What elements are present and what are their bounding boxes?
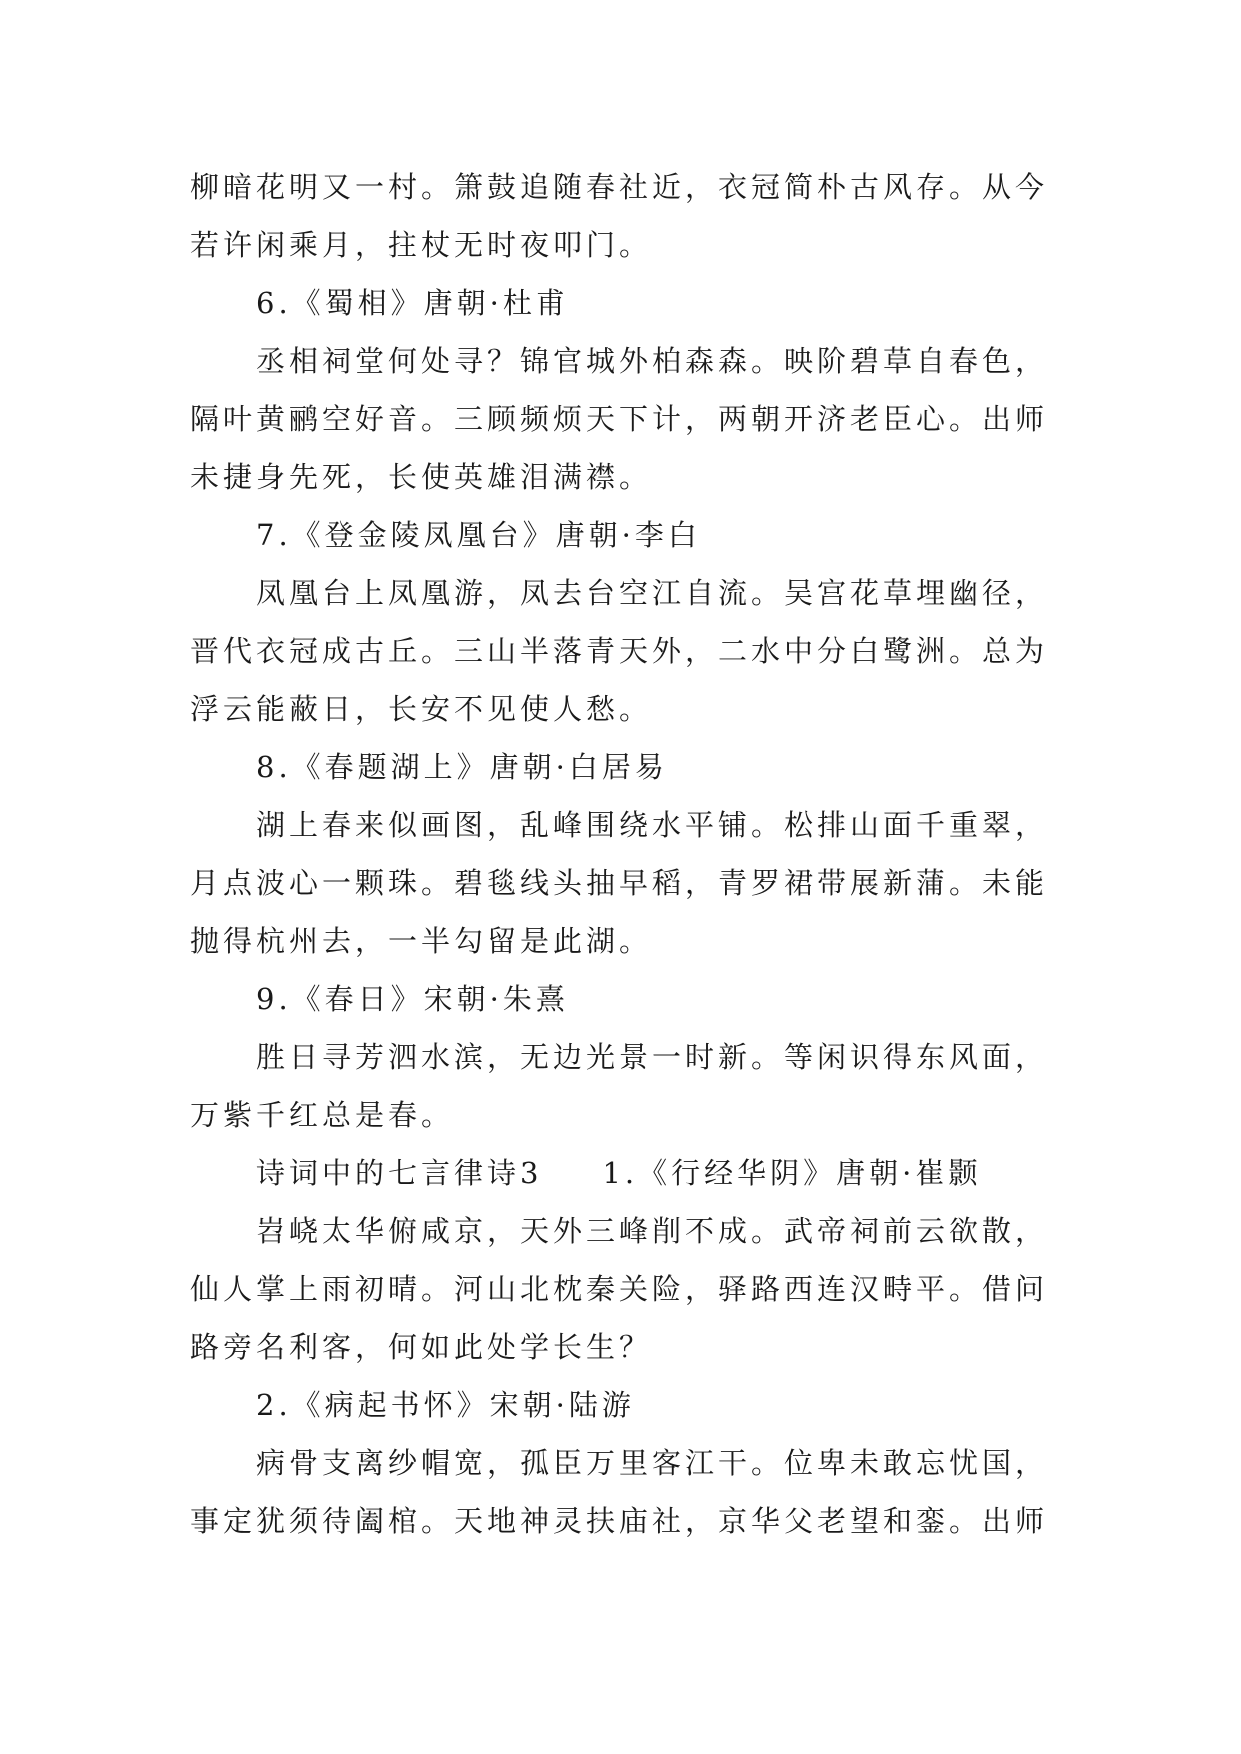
section-heading-line bbox=[190, 1144, 1070, 1202]
text-line-9: 晋代衣冠成古丘。三山半落青天外，二水中分白鹭洲。总为 bbox=[190, 634, 1049, 668]
poem-heading-fenghuangtai: 7.《登金陵凤凰台》唐朝·李白 bbox=[256, 518, 701, 552]
text-line-19: 岧峣太华俯咸京，天外三峰削不成。武帝祠前云欲散， bbox=[256, 1214, 1049, 1248]
text-line-17: 万紫千红总是春。 bbox=[190, 1098, 455, 1132]
poem-heading-chuntihushang: 8.《春题湖上》唐朝·白居易 bbox=[256, 750, 668, 784]
text-line-1: 柳暗花明又一村。箫鼓追随春社近，衣冠简朴古风存。从今 bbox=[190, 170, 1049, 204]
poem-heading-shuxiang: 6.《蜀相》唐朝·杜甫 bbox=[256, 286, 569, 320]
text-line-10: 浮云能蔽日，长安不见使人愁。 bbox=[190, 692, 653, 726]
text-line-21: 路旁名利客，何如此处学长生？ bbox=[190, 1330, 653, 1364]
text-line-4: 丞相祠堂何处寻？锦官城外柏森森。映阶碧草自春色， bbox=[256, 344, 1049, 378]
text-line-13: 月点波心一颗珠。碧毯线头抽早稻，青罗裙带展新蒲。未能 bbox=[190, 866, 1049, 900]
text-line-5: 隔叶黄鹂空好音。三顾频烦天下计，两朝开济老臣心。出师 bbox=[190, 402, 1049, 436]
text-line-24: 事定犹须待阖棺。天地神灵扶庙社，京华父老望和銮。出师 bbox=[190, 1504, 1049, 1538]
text-line-12: 湖上春来似画图，乱峰围绕水平铺。松排山面千重翠， bbox=[256, 808, 1049, 842]
text-line-20: 仙人掌上雨初晴。河山北枕秦关险，驿路西连汉畤平。借问 bbox=[190, 1272, 1049, 1306]
text-line-6: 未捷身先死，长使英雄泪满襟。 bbox=[190, 460, 653, 494]
text-line-23: 病骨支离纱帽宽，孤臣万里客江干。位卑未敢忘忧国， bbox=[256, 1446, 1049, 1480]
poem-heading-bingqishuhuai: 2.《病起书怀》宋朝·陆游 bbox=[256, 1388, 635, 1422]
section-title: 诗词中的七言律诗3 bbox=[256, 1156, 543, 1190]
poem-heading-chunri: 9.《春日》宋朝·朱熹 bbox=[256, 982, 569, 1016]
poem-text-body bbox=[190, 158, 1070, 1550]
text-line-16: 胜日寻芳泗水滨，无边光景一时新。等闲识得东风面， bbox=[256, 1040, 1049, 1074]
poem-heading-xingjinghuayin: 1.《行经华阴》唐朝·崔颢 bbox=[602, 1156, 982, 1190]
text-line-8: 凤凰台上凤凰游，凤去台空江自流。吴宫花草埋幽径， bbox=[256, 576, 1049, 610]
text-line-2: 若许闲乘月，拄杖无时夜叩门。 bbox=[190, 228, 653, 262]
text-line-14: 抛得杭州去，一半勾留是此湖。 bbox=[190, 924, 653, 958]
